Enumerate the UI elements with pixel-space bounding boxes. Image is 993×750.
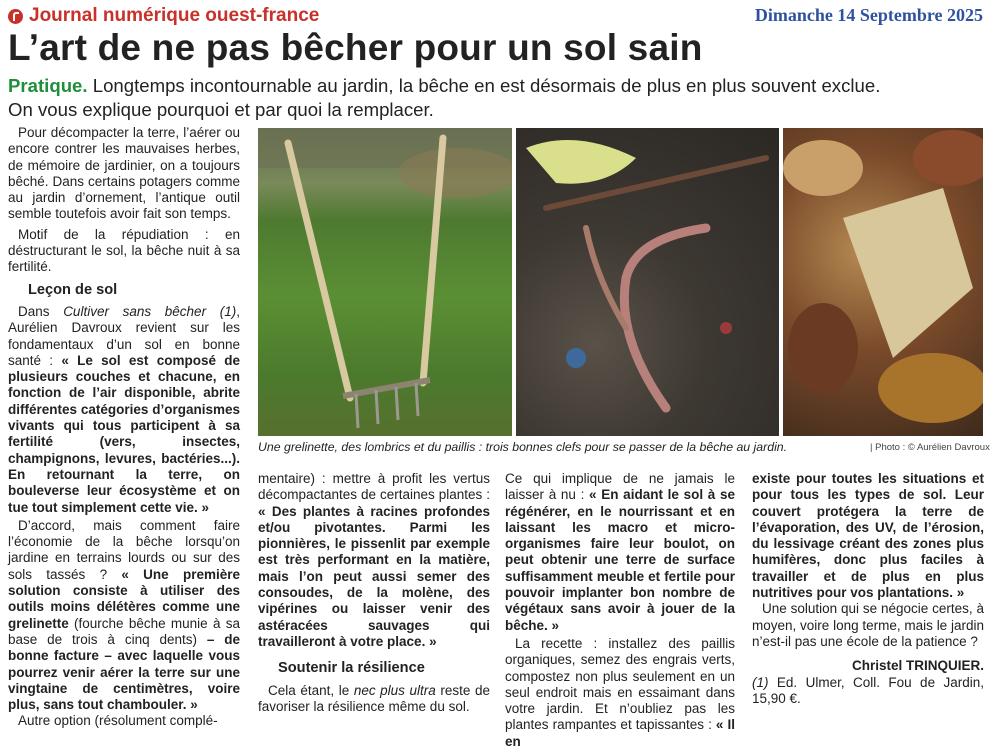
col2-p2-text-b: reste de favoriser la résilience même du sol. <box>258 682 491 714</box>
col1-p4-text-b: (fourche bêche munie à sa base de trois à cinq dents) <box>8 615 240 647</box>
brand-name: Journal numérique ouest-france <box>29 5 320 26</box>
col1-paragraph-5: Autre option (résolument complé- <box>18 713 218 729</box>
col4-footnote <box>752 675 984 708</box>
article-column-2 <box>258 471 490 715</box>
col2-paragraph-2 <box>258 683 490 716</box>
col1-quote-1: « Le sol est composé de plusieurs couches et chacune, en fonction de l’air disponible, abrite différentes catégories d’organismes vivants qui tous participent à sa fertilité (vers, insectes, champignons, levures, bactéries...). En retournant la terre, on bouleverse leur écosystème et on tue tout simplement cette vie. » <box>8 352 240 515</box>
col3-quote-1: « En aidant le sol à se régénérer, en le nourrissant et en laissant les macro et micro-organismes faire leur boulot, on peut obtenir une terre de surface suffisamment meuble et fertile pour pouvoir implanter bon nombre de végétaux sans avoir à jouer de la bêche. » <box>505 487 735 633</box>
brand-logo-icon <box>8 9 23 24</box>
col4-quote-1: existe pour toutes les situations et pour tous les types de sol. Leur couvert protégera la terre de l’évaporation, des UV, de l’érosion, du lessivage créant des zones plus humifères, donc plus faciles à travailler et de plus en plus nutritives pour vos plantations. » <box>752 471 984 601</box>
col4-paragraph-2: Une solution qui se négocie certes, à moyen, voire long terme, mais le jardin n’est-il pas une école de la patience ? <box>752 601 984 649</box>
article-title: L’art de ne pas bêcher pour un sol sain <box>8 27 703 68</box>
publication-date: Dimanche 14 Septembre 2025 <box>754 5 983 25</box>
photo-lombrics <box>516 128 779 436</box>
col3-paragraph-2 <box>505 636 735 750</box>
col3-p2-text: La recette : installez des paillis organiques, semez des engrais verts, compostez non plus seulement en un seul endroit mais en essaimant dans votre jardin. Et n’oubliez pas les plantes rampantes et tapissantes : <box>505 635 735 733</box>
col3-paragraph-1 <box>505 471 735 634</box>
photo-credit: | Photo : © Aurélien Davroux <box>870 442 990 453</box>
col1-paragraph-4 <box>8 518 240 714</box>
col1-quote-3: – de bonne facture – avec laquelle vous pourrez venir aérer la terre sur une vingtaine de centimètres, voire plus, sans tout chambouler. » <box>8 631 240 713</box>
earthworm-illustration <box>516 128 779 436</box>
col2-quote-1: « Des plantes à racines profondes et/ou pivotantes. Parmi les pionnières, le pissenlit par exemple est très performant en la matière, mais l’on peut aussi semer des consoudes, de la molène, des vipérines ou laisser venir des astéracées sauvages qui travailleront à votre place. » <box>258 503 490 649</box>
col3-p1-text: Ce qui implique de ne jamais le laisser à nu : <box>505 471 735 503</box>
newspaper-brand <box>8 5 319 27</box>
col1-p4-text: D’accord, mais comment faire l’économie de la bêche lorsqu’on jardine en terrains lourds ou sur des sols tassés ? <box>8 517 240 582</box>
subhead-lecon-de-sol: Leçon de sol <box>28 281 118 298</box>
article-column-4 <box>752 471 984 707</box>
deck-text: Longtemps incontournable au jardin, la bêche en est désormais de plus en plus souvent exclue. On vous explique pourquoi et par quoi la remplacer. <box>8 75 881 120</box>
article-column-1 <box>8 125 240 730</box>
footnote-marker: (1) <box>752 674 769 690</box>
col1-p3-text: Dans <box>18 303 64 319</box>
article-column-3 <box>505 471 735 750</box>
book-title: Cultiver sans bêcher (1) <box>63 303 237 319</box>
col4-paragraph-1 <box>752 471 984 601</box>
footnote-text: Ed. Ulmer, Coll. Fou de Jardin, 15,90 €. <box>752 674 984 706</box>
col1-paragraph-1: Pour décompacter la terre, l’aérer ou encore contrer les mauvaises herbes, de mémoire de jardinier, on a toujours bêché. Dans certains potagers comme au jardin d’ornement, l’antique outil semble toutefois avoir fait son temps. <box>8 125 240 222</box>
col1-paragraph-2: Motif de la répudiation : en déstructurant le sol, la bêche nuit à sa fertilité. <box>8 226 240 275</box>
col1-paragraph-3 <box>8 304 240 516</box>
grelinette-illustration <box>258 128 512 436</box>
col2-p2-italic: nec plus ultra <box>353 682 436 698</box>
col2-paragraph-1 <box>258 471 490 650</box>
article-author: Christel TRINQUIER. <box>851 658 984 674</box>
article-deck <box>8 74 888 122</box>
subhead-soutenir-la-resilience: Soutenir la résilience <box>278 660 425 677</box>
mulch-leaves-illustration <box>783 128 983 436</box>
col2-p1-text: mentaire) : mettre à profit les vertus décompactantes de certaines plantes : <box>258 471 490 503</box>
deck-kicker: Pratique. <box>8 75 88 96</box>
photo-strip <box>258 128 983 436</box>
col1-p3-text-b: , Aurélien Davroux revient sur les fondamentaux d’un sol en bonne santé : <box>8 303 240 368</box>
photo-grelinette <box>258 128 512 436</box>
col3-quote-2: « Il en <box>505 717 735 749</box>
photo-paillis <box>783 128 983 436</box>
col2-p2-text: Cela étant, le <box>268 682 354 698</box>
photo-caption: Une grelinette, des lombrics et du paillis : trois bonnes clefs pour se passer de la bêche au jardin. <box>258 440 788 454</box>
col1-quote-2: « Une première solution consiste à utiliser des outils moins délétères comme une grelinette <box>8 566 240 631</box>
